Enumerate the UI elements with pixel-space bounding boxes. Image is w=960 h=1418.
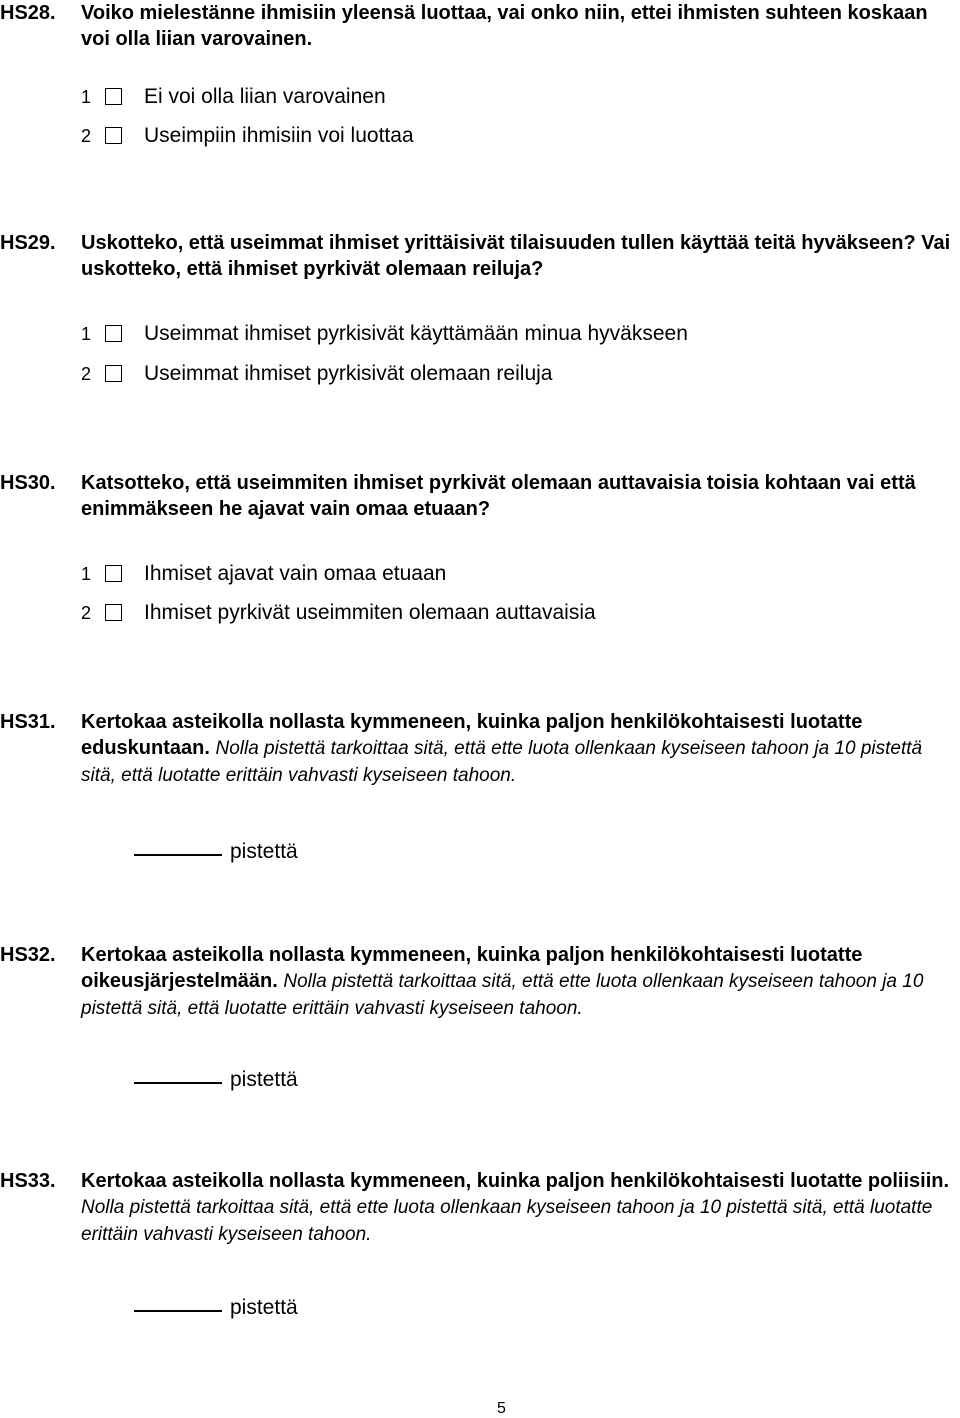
question-text: [81, 230, 960, 282]
question-prompt: Kertokaa asteikolla nollasta kymmeneen, kuinka paljon henkilökohtaisesti luotatte oikeusjärjestelmään.: [81, 944, 863, 992]
option-number: 2: [81, 603, 92, 623]
question-instruction: Nolla pistettä tarkoittaa sitä, että ette luota ollenkaan kyseiseen tahoon ja 10 pistettä sitä, että luotatte erittäin vahvasti kyseiseen tahoon.: [81, 971, 924, 1019]
checkbox[interactable]: [105, 565, 122, 582]
score-input[interactable]: [134, 1290, 222, 1312]
option-label: Useimmat ihmiset pyrkisivät käyttämään minua hyväkseen: [144, 322, 688, 345]
answer-option[interactable]: [81, 83, 386, 111]
checkbox[interactable]: [105, 604, 122, 621]
question-instruction: Nolla pistettä tarkoittaa sitä, että ette luota ollenkaan kyseiseen tahoon ja 10 pistettä sitä, että luotatte erittäin vahvasti kyseiseen tahoon.: [81, 738, 923, 786]
option-number: 2: [81, 126, 92, 146]
question-text: [81, 0, 960, 52]
question-id: HS32.: [0, 944, 56, 966]
answer-option[interactable]: [81, 122, 414, 150]
score-input[interactable]: [134, 834, 222, 856]
answer-option[interactable]: [81, 560, 446, 588]
score-field: [134, 1062, 298, 1094]
option-number: 1: [81, 564, 92, 584]
question-id: HS33.: [0, 1170, 56, 1192]
checkbox[interactable]: [105, 88, 122, 105]
question-instruction: Nolla pistettä tarkoittaa sitä, että ette luota ollenkaan kyseiseen tahoon ja 10 pistettä sitä, että luotatte erittäin vahvasti kyseiseen tahoon.: [81, 1197, 933, 1245]
question-prompt: Voiko mielestänne ihmisiin yleensä luottaa, vai onko niin, ettei ihmisten suhteen koskaan voi olla liian varovainen.: [81, 2, 928, 50]
option-label: Ihmiset ajavat vain omaa etuaan: [144, 562, 447, 585]
answer-option[interactable]: [81, 360, 552, 388]
option-number: 1: [81, 87, 92, 107]
checkbox[interactable]: [105, 325, 122, 342]
question-text: [81, 942, 960, 1022]
checkbox[interactable]: [105, 365, 122, 382]
question-text: [81, 470, 960, 522]
question-id: HS28.: [0, 2, 56, 24]
score-field: [134, 1290, 298, 1322]
answer-option[interactable]: [81, 320, 688, 348]
score-unit: pistettä: [230, 1068, 298, 1091]
option-label: Useimmat ihmiset pyrkisivät olemaan reiluja: [144, 362, 553, 385]
answer-option[interactable]: [81, 599, 596, 627]
option-label: Ei voi olla liian varovainen: [144, 85, 386, 108]
question-id: HS29.: [0, 232, 56, 254]
score-input[interactable]: [134, 1062, 222, 1084]
page-number: 5: [497, 1400, 506, 1417]
option-label: Ihmiset pyrkivät useimmiten olemaan auttavaisia: [144, 601, 596, 624]
question-id: HS30.: [0, 472, 56, 494]
question-prompt: Kertokaa asteikolla nollasta kymmeneen, kuinka paljon henkilökohtaisesti luotatte poliisiin.: [81, 1170, 950, 1192]
question-prompt: Katsotteko, että useimmiten ihmiset pyrkivät olemaan auttavaisia toisia kohtaan vai että enimmäkseen he ajavat vain omaa etuaan?: [81, 472, 916, 520]
question-text: [81, 709, 960, 789]
question-id: HS31.: [0, 711, 56, 733]
question-prompt: Kertokaa asteikolla nollasta kymmeneen, kuinka paljon henkilökohtaisesti luotatte eduskuntaan.: [81, 711, 863, 759]
checkbox[interactable]: [105, 127, 122, 144]
score-unit: pistettä: [230, 840, 298, 863]
score-field: [134, 834, 298, 866]
option-number: 2: [81, 364, 92, 384]
option-label: Useimpiin ihmisiin voi luottaa: [144, 124, 414, 147]
question-prompt: Uskotteko, että useimmat ihmiset yrittäisivät tilaisuuden tullen käyttää teitä hyväkseen? Vai uskotteko, että ihmiset pyrkivät olemaan reiluja?: [81, 232, 951, 280]
score-unit: pistettä: [230, 1296, 298, 1319]
option-number: 1: [81, 324, 92, 344]
question-text: [81, 1168, 960, 1248]
